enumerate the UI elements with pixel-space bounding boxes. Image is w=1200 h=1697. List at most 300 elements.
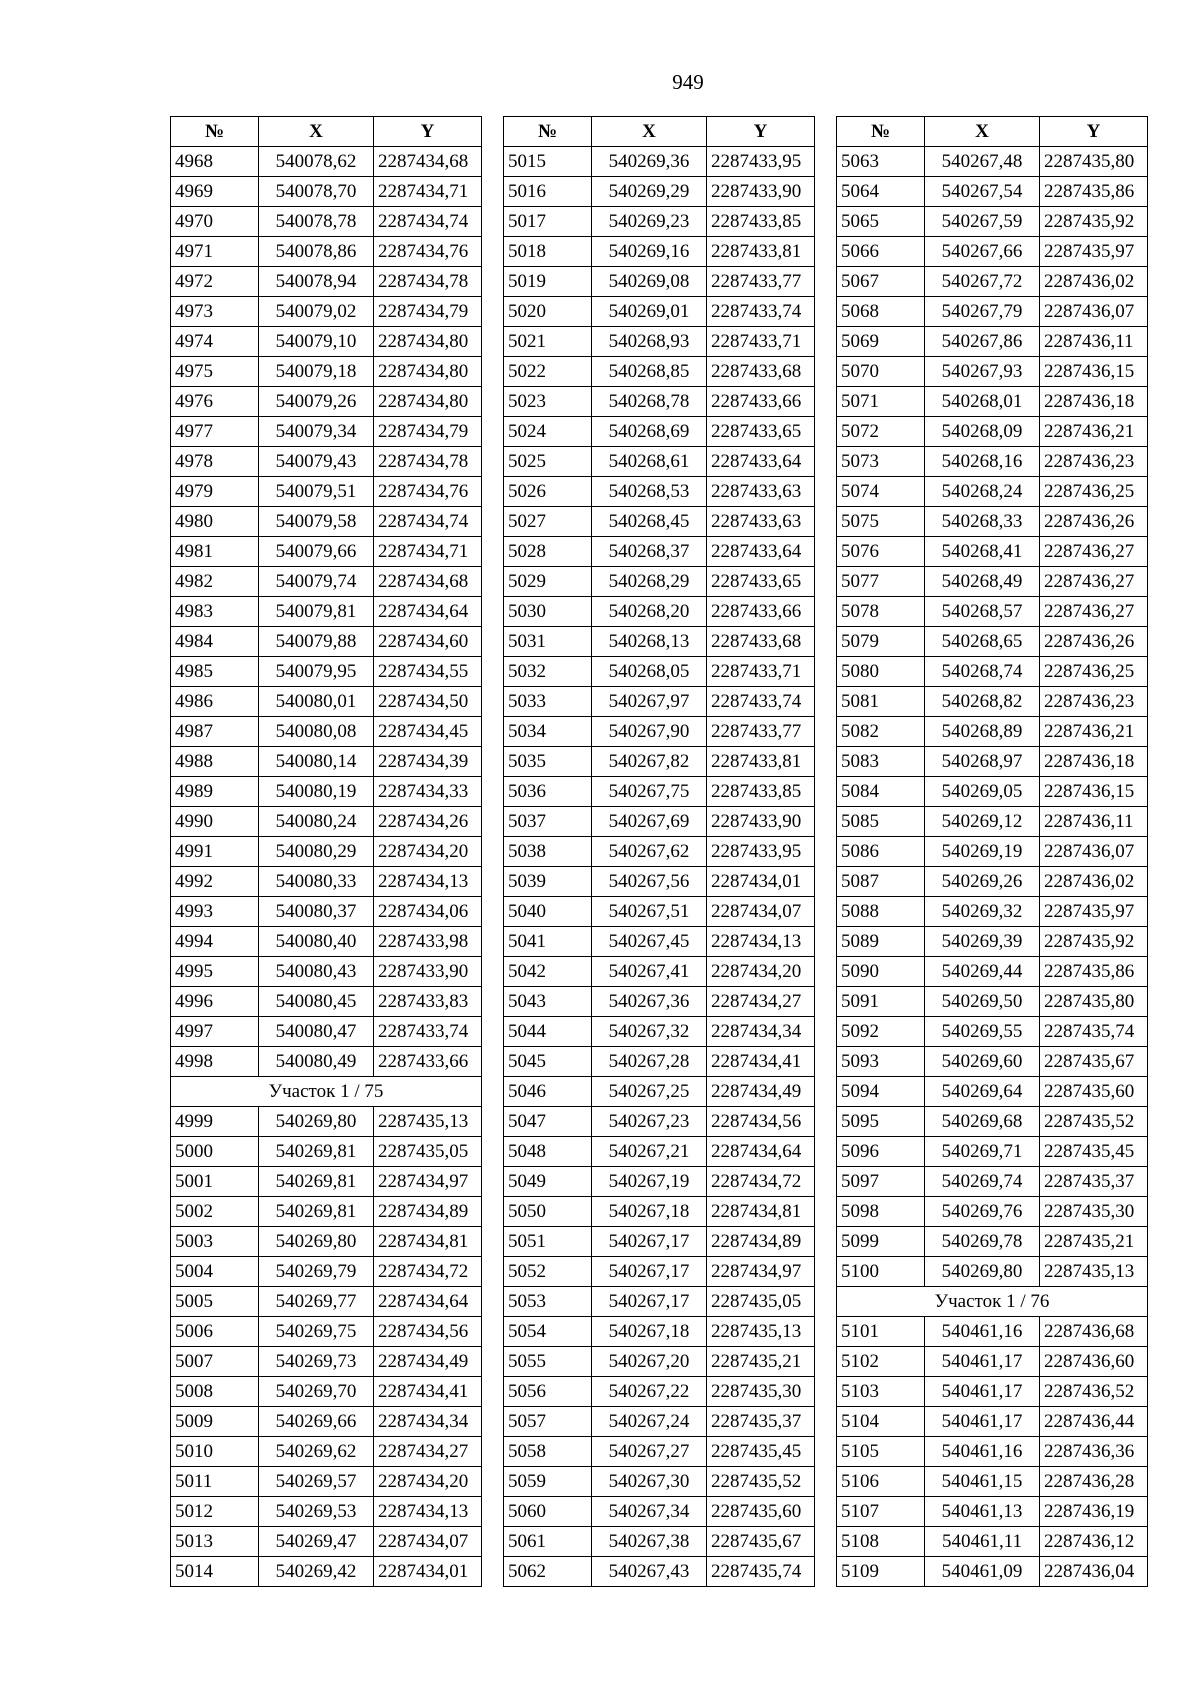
table-row [837, 237, 1148, 267]
x-coordinate: 540078,70 [259, 177, 374, 207]
point-number: 5090 [837, 957, 925, 987]
y-coordinate: 2287435,80 [1040, 147, 1148, 177]
table-row [171, 747, 482, 777]
point-number: 5079 [837, 627, 925, 657]
y-coordinate: 2287435,86 [1040, 957, 1148, 987]
table-row [504, 1047, 815, 1077]
point-number: 5018 [504, 237, 592, 267]
table-row [837, 987, 1148, 1017]
table-row [837, 867, 1148, 897]
table-row [504, 207, 815, 237]
x-coordinate: 540267,18 [592, 1197, 707, 1227]
header-y: Y [707, 117, 815, 147]
table-row [171, 387, 482, 417]
table-row [171, 1227, 482, 1257]
x-coordinate: 540269,23 [592, 207, 707, 237]
header-number: № [504, 117, 592, 147]
table-row [171, 807, 482, 837]
table-row [837, 1167, 1148, 1197]
x-coordinate: 540461,09 [925, 1557, 1040, 1587]
table-row [504, 327, 815, 357]
table-row [171, 957, 482, 987]
x-coordinate: 540080,29 [259, 837, 374, 867]
table-row [504, 657, 815, 687]
table-row [837, 1347, 1148, 1377]
point-number: 5101 [837, 1317, 925, 1347]
table-row [837, 327, 1148, 357]
x-coordinate: 540268,82 [925, 687, 1040, 717]
point-number: 5039 [504, 867, 592, 897]
table-row [504, 1107, 815, 1137]
table-row [504, 897, 815, 927]
y-coordinate: 2287435,05 [707, 1287, 815, 1317]
y-coordinate: 2287434,55 [374, 657, 482, 687]
point-number: 5035 [504, 747, 592, 777]
table-row [504, 507, 815, 537]
table-row [171, 1317, 482, 1347]
table-row [171, 1017, 482, 1047]
x-coordinate: 540267,17 [592, 1257, 707, 1287]
y-coordinate: 2287433,74 [707, 687, 815, 717]
point-number: 5109 [837, 1557, 925, 1587]
x-coordinate: 540267,79 [925, 297, 1040, 327]
y-coordinate: 2287435,45 [707, 1437, 815, 1467]
header-number: № [837, 117, 925, 147]
x-coordinate: 540080,01 [259, 687, 374, 717]
point-number: 5063 [837, 147, 925, 177]
x-coordinate: 540269,80 [925, 1257, 1040, 1287]
table-row [171, 1407, 482, 1437]
section-label: Участок 1 / 75 [171, 1077, 482, 1107]
y-coordinate: 2287435,30 [1040, 1197, 1148, 1227]
table-header-row [837, 117, 1148, 147]
x-coordinate: 540267,48 [925, 147, 1040, 177]
point-number: 5030 [504, 597, 592, 627]
header-x: X [925, 117, 1040, 147]
table-row [171, 1107, 482, 1137]
table-row [171, 1497, 482, 1527]
point-number: 5057 [504, 1407, 592, 1437]
header-x: X [259, 117, 374, 147]
x-coordinate: 540078,94 [259, 267, 374, 297]
point-number: 5011 [171, 1467, 259, 1497]
y-coordinate: 2287435,97 [1040, 237, 1148, 267]
x-coordinate: 540078,78 [259, 207, 374, 237]
point-number: 5051 [504, 1227, 592, 1257]
y-coordinate: 2287434,64 [374, 597, 482, 627]
table-row [837, 1197, 1148, 1227]
point-number: 5023 [504, 387, 592, 417]
y-coordinate: 2287433,81 [707, 747, 815, 777]
table-row [171, 1167, 482, 1197]
table-row [837, 177, 1148, 207]
x-coordinate: 540269,36 [592, 147, 707, 177]
point-number: 5075 [837, 507, 925, 537]
x-coordinate: 540269,75 [259, 1317, 374, 1347]
point-number: 5069 [837, 327, 925, 357]
y-coordinate: 2287436,26 [1040, 627, 1148, 657]
point-number: 5055 [504, 1347, 592, 1377]
point-number: 5034 [504, 717, 592, 747]
point-number: 4977 [171, 417, 259, 447]
y-coordinate: 2287433,64 [707, 447, 815, 477]
x-coordinate: 540080,14 [259, 747, 374, 777]
point-number: 4996 [171, 987, 259, 1017]
table-row [504, 1077, 815, 1107]
x-coordinate: 540079,02 [259, 297, 374, 327]
x-coordinate: 540267,69 [592, 807, 707, 837]
table-row [504, 747, 815, 777]
table-row [504, 1437, 815, 1467]
table-row [837, 1527, 1148, 1557]
y-coordinate: 2287435,13 [707, 1317, 815, 1347]
point-number: 5048 [504, 1137, 592, 1167]
y-coordinate: 2287436,12 [1040, 1527, 1148, 1557]
point-number: 4979 [171, 477, 259, 507]
point-number: 5086 [837, 837, 925, 867]
y-coordinate: 2287433,81 [707, 237, 815, 267]
table-header-row [504, 117, 815, 147]
table-row [171, 837, 482, 867]
x-coordinate: 540267,20 [592, 1347, 707, 1377]
table-row [837, 1257, 1148, 1287]
y-coordinate: 2287434,34 [374, 1407, 482, 1437]
table-row [171, 597, 482, 627]
y-coordinate: 2287436,11 [1040, 327, 1148, 357]
x-coordinate: 540267,43 [592, 1557, 707, 1587]
y-coordinate: 2287434,71 [374, 537, 482, 567]
table-row [171, 147, 482, 177]
x-coordinate: 540268,74 [925, 657, 1040, 687]
y-coordinate: 2287436,11 [1040, 807, 1148, 837]
x-coordinate: 540269,73 [259, 1347, 374, 1377]
x-coordinate: 540080,49 [259, 1047, 374, 1077]
point-number: 5032 [504, 657, 592, 687]
x-coordinate: 540267,32 [592, 1017, 707, 1047]
point-number: 5036 [504, 777, 592, 807]
table-row [504, 807, 815, 837]
table-row [504, 957, 815, 987]
y-coordinate: 2287436,68 [1040, 1317, 1148, 1347]
x-coordinate: 540267,30 [592, 1467, 707, 1497]
point-number: 4968 [171, 147, 259, 177]
point-number: 5072 [837, 417, 925, 447]
table-row [504, 1557, 815, 1587]
point-number: 4986 [171, 687, 259, 717]
point-number: 5099 [837, 1227, 925, 1257]
table-row [171, 1467, 482, 1497]
y-coordinate: 2287435,45 [1040, 1137, 1148, 1167]
x-coordinate: 540079,95 [259, 657, 374, 687]
y-coordinate: 2287433,77 [707, 717, 815, 747]
x-coordinate: 540080,08 [259, 717, 374, 747]
coordinates-table-2 [503, 116, 815, 1587]
table-row [171, 1287, 482, 1317]
point-number: 5077 [837, 567, 925, 597]
point-number: 5016 [504, 177, 592, 207]
x-coordinate: 540267,23 [592, 1107, 707, 1137]
y-coordinate: 2287434,39 [374, 747, 482, 777]
point-number: 5080 [837, 657, 925, 687]
y-coordinate: 2287435,37 [1040, 1167, 1148, 1197]
y-coordinate: 2287436,26 [1040, 507, 1148, 537]
table-row [837, 1227, 1148, 1257]
y-coordinate: 2287434,78 [374, 267, 482, 297]
point-number: 5002 [171, 1197, 259, 1227]
point-number: 5083 [837, 747, 925, 777]
y-coordinate: 2287435,67 [1040, 1047, 1148, 1077]
y-coordinate: 2287434,20 [374, 1467, 482, 1497]
table-row [504, 1497, 815, 1527]
table-row [837, 1107, 1148, 1137]
table-row [504, 597, 815, 627]
table-row [504, 1197, 815, 1227]
table-row [171, 417, 482, 447]
table-row [837, 1047, 1148, 1077]
x-coordinate: 540267,18 [592, 1317, 707, 1347]
y-coordinate: 2287434,80 [374, 387, 482, 417]
x-coordinate: 540269,01 [592, 297, 707, 327]
table-row [837, 1407, 1148, 1437]
y-coordinate: 2287434,45 [374, 717, 482, 747]
y-coordinate: 2287434,01 [374, 1557, 482, 1587]
y-coordinate: 2287433,65 [707, 417, 815, 447]
point-number: 5108 [837, 1527, 925, 1557]
table-row [171, 1437, 482, 1467]
table-row [171, 717, 482, 747]
point-number: 4992 [171, 867, 259, 897]
table-row [171, 987, 482, 1017]
point-number: 5007 [171, 1347, 259, 1377]
table-row [171, 1047, 482, 1077]
x-coordinate: 540269,77 [259, 1287, 374, 1317]
table-row [837, 507, 1148, 537]
point-number: 5070 [837, 357, 925, 387]
y-coordinate: 2287433,65 [707, 567, 815, 597]
y-coordinate: 2287436,07 [1040, 297, 1148, 327]
point-number: 5029 [504, 567, 592, 597]
table-row [171, 297, 482, 327]
x-coordinate: 540268,78 [592, 387, 707, 417]
coordinates-table-3 [836, 116, 1148, 1587]
y-coordinate: 2287433,63 [707, 477, 815, 507]
point-number: 5020 [504, 297, 592, 327]
table-row [504, 987, 815, 1017]
x-coordinate: 540267,17 [592, 1227, 707, 1257]
y-coordinate: 2287434,49 [374, 1347, 482, 1377]
point-number: 5084 [837, 777, 925, 807]
point-number: 5003 [171, 1227, 259, 1257]
y-coordinate: 2287434,80 [374, 327, 482, 357]
point-number: 5092 [837, 1017, 925, 1047]
table-row [504, 537, 815, 567]
x-coordinate: 540267,56 [592, 867, 707, 897]
table-row [837, 357, 1148, 387]
point-number: 4973 [171, 297, 259, 327]
header-x: X [592, 117, 707, 147]
x-coordinate: 540461,15 [925, 1467, 1040, 1497]
x-coordinate: 540267,54 [925, 177, 1040, 207]
y-coordinate: 2287433,66 [707, 597, 815, 627]
y-coordinate: 2287436,18 [1040, 387, 1148, 417]
x-coordinate: 540268,33 [925, 507, 1040, 537]
table-row [171, 1347, 482, 1377]
x-coordinate: 540267,75 [592, 777, 707, 807]
point-number: 5028 [504, 537, 592, 567]
y-coordinate: 2287435,74 [1040, 1017, 1148, 1047]
y-coordinate: 2287435,13 [1040, 1257, 1148, 1287]
point-number: 5025 [504, 447, 592, 477]
point-number: 5060 [504, 1497, 592, 1527]
x-coordinate: 540079,58 [259, 507, 374, 537]
y-coordinate: 2287436,18 [1040, 747, 1148, 777]
point-number: 5000 [171, 1137, 259, 1167]
table-row [504, 1167, 815, 1197]
x-coordinate: 540269,79 [259, 1257, 374, 1287]
x-coordinate: 540268,20 [592, 597, 707, 627]
point-number: 5010 [171, 1437, 259, 1467]
point-number: 5064 [837, 177, 925, 207]
point-number: 5014 [171, 1557, 259, 1587]
x-coordinate: 540269,74 [925, 1167, 1040, 1197]
point-number: 5009 [171, 1407, 259, 1437]
y-coordinate: 2287434,56 [374, 1317, 482, 1347]
point-number: 4988 [171, 747, 259, 777]
point-number: 5013 [171, 1527, 259, 1557]
table-row [504, 1227, 815, 1257]
point-number: 5088 [837, 897, 925, 927]
point-number: 5105 [837, 1437, 925, 1467]
point-number: 5046 [504, 1077, 592, 1107]
y-coordinate: 2287435,21 [1040, 1227, 1148, 1257]
y-coordinate: 2287434,33 [374, 777, 482, 807]
table-row [837, 1137, 1148, 1167]
point-number: 5031 [504, 627, 592, 657]
x-coordinate: 540267,21 [592, 1137, 707, 1167]
table-row [171, 177, 482, 207]
y-coordinate: 2287436,23 [1040, 447, 1148, 477]
x-coordinate: 540268,57 [925, 597, 1040, 627]
y-coordinate: 2287435,60 [1040, 1077, 1148, 1107]
y-coordinate: 2287434,50 [374, 687, 482, 717]
y-coordinate: 2287434,79 [374, 417, 482, 447]
point-number: 4999 [171, 1107, 259, 1137]
x-coordinate: 540268,93 [592, 327, 707, 357]
table-row [171, 327, 482, 357]
x-coordinate: 540269,81 [259, 1167, 374, 1197]
table-row [837, 477, 1148, 507]
x-coordinate: 540269,19 [925, 837, 1040, 867]
x-coordinate: 540078,86 [259, 237, 374, 267]
x-coordinate: 540267,86 [925, 327, 1040, 357]
table-row [504, 837, 815, 867]
point-number: 5087 [837, 867, 925, 897]
point-number: 5049 [504, 1167, 592, 1197]
x-coordinate: 540267,62 [592, 837, 707, 867]
x-coordinate: 540269,76 [925, 1197, 1040, 1227]
x-coordinate: 540267,27 [592, 1437, 707, 1467]
point-number: 4981 [171, 537, 259, 567]
x-coordinate: 540267,93 [925, 357, 1040, 387]
y-coordinate: 2287436,02 [1040, 867, 1148, 897]
point-number: 4976 [171, 387, 259, 417]
table-row [171, 687, 482, 717]
x-coordinate: 540269,29 [592, 177, 707, 207]
table-row [171, 1257, 482, 1287]
x-coordinate: 540268,41 [925, 537, 1040, 567]
y-coordinate: 2287434,79 [374, 297, 482, 327]
table-row [171, 627, 482, 657]
y-coordinate: 2287433,77 [707, 267, 815, 297]
y-coordinate: 2287434,89 [707, 1227, 815, 1257]
table-row [504, 267, 815, 297]
x-coordinate: 540268,89 [925, 717, 1040, 747]
point-number: 5005 [171, 1287, 259, 1317]
table-row [171, 477, 482, 507]
x-coordinate: 540267,51 [592, 897, 707, 927]
section-label: Участок 1 / 76 [837, 1287, 1148, 1317]
x-coordinate: 540269,66 [259, 1407, 374, 1437]
x-coordinate: 540268,45 [592, 507, 707, 537]
point-number: 4991 [171, 837, 259, 867]
table-row [837, 1077, 1148, 1107]
x-coordinate: 540269,60 [925, 1047, 1040, 1077]
y-coordinate: 2287436,36 [1040, 1437, 1148, 1467]
point-number: 5053 [504, 1287, 592, 1317]
x-coordinate: 540269,70 [259, 1377, 374, 1407]
table-row [837, 807, 1148, 837]
point-number: 5065 [837, 207, 925, 237]
table-row [837, 447, 1148, 477]
point-number: 5100 [837, 1257, 925, 1287]
point-number: 5095 [837, 1107, 925, 1137]
point-number: 4997 [171, 1017, 259, 1047]
x-coordinate: 540080,47 [259, 1017, 374, 1047]
y-coordinate: 2287435,67 [707, 1527, 815, 1557]
table-row [837, 207, 1148, 237]
table-row [171, 507, 482, 537]
table-row [504, 1317, 815, 1347]
point-number: 5033 [504, 687, 592, 717]
table-row [504, 357, 815, 387]
y-coordinate: 2287435,92 [1040, 207, 1148, 237]
x-coordinate: 540267,22 [592, 1377, 707, 1407]
table-row [504, 717, 815, 747]
y-coordinate: 2287434,78 [374, 447, 482, 477]
y-coordinate: 2287436,04 [1040, 1557, 1148, 1587]
y-coordinate: 2287433,74 [707, 297, 815, 327]
table-row [504, 777, 815, 807]
y-coordinate: 2287434,64 [374, 1287, 482, 1317]
y-coordinate: 2287435,86 [1040, 177, 1148, 207]
y-coordinate: 2287434,27 [374, 1437, 482, 1467]
x-coordinate: 540269,47 [259, 1527, 374, 1557]
x-coordinate: 540079,81 [259, 597, 374, 627]
x-coordinate: 540267,36 [592, 987, 707, 1017]
table-row [171, 267, 482, 297]
x-coordinate: 540079,74 [259, 567, 374, 597]
y-coordinate: 2287436,21 [1040, 417, 1148, 447]
x-coordinate: 540080,33 [259, 867, 374, 897]
x-coordinate: 540461,11 [925, 1527, 1040, 1557]
y-coordinate: 2287434,13 [707, 927, 815, 957]
x-coordinate: 540269,71 [925, 1137, 1040, 1167]
table-row [837, 1017, 1148, 1047]
y-coordinate: 2287436,07 [1040, 837, 1148, 867]
point-number: 5104 [837, 1407, 925, 1437]
x-coordinate: 540267,34 [592, 1497, 707, 1527]
table-row [837, 777, 1148, 807]
